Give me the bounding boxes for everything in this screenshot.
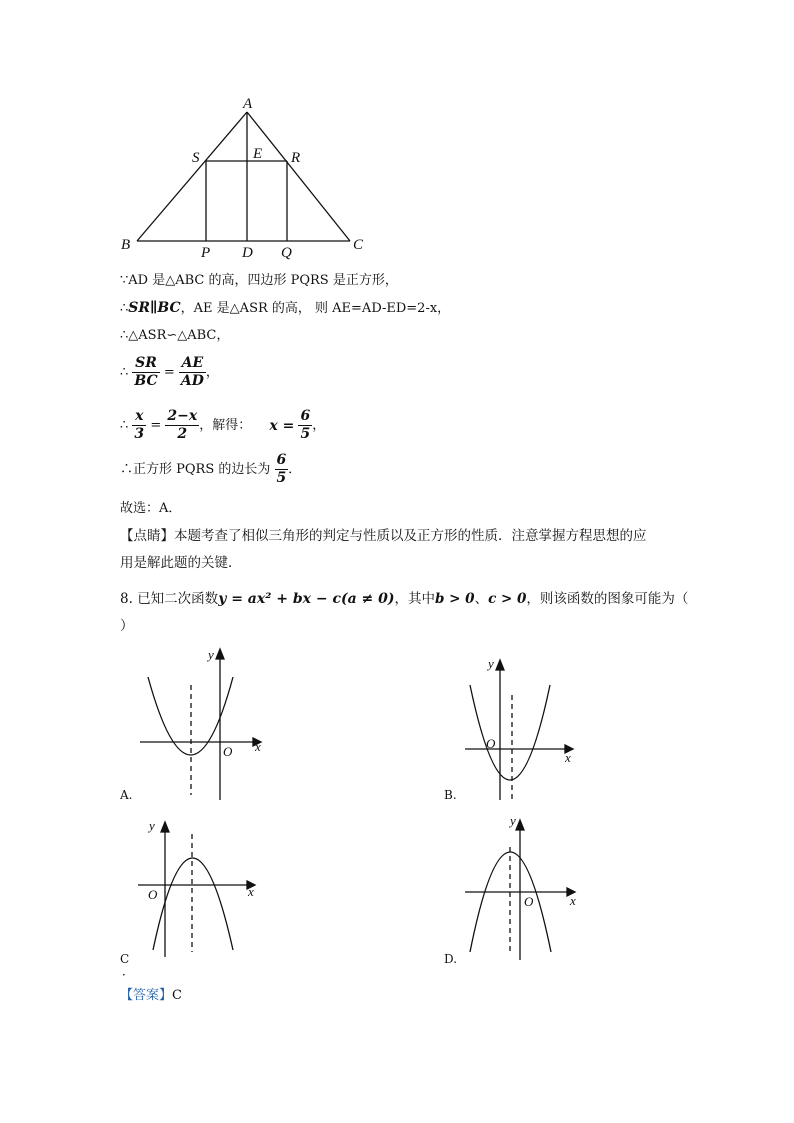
x-label: x [248, 884, 254, 899]
fraction-2-x-2 [165, 408, 199, 443]
answer-tag: 【答案】 [120, 988, 173, 1003]
numerator: x [135, 408, 144, 424]
solution-line-7: 故选：A． [120, 501, 182, 516]
solution-line-8 [120, 527, 647, 545]
y-axis-arrow [516, 820, 524, 830]
option-a-label: A. [120, 788, 133, 802]
y-label: y [149, 818, 155, 833]
label-e: E [253, 146, 263, 162]
solution-line-6 [120, 452, 301, 487]
graph-option-b [455, 650, 590, 805]
fraction-6-5 [298, 408, 312, 443]
comma: ， [312, 417, 326, 433]
equals-sign: = [163, 364, 175, 380]
y-axis-arrow [216, 649, 224, 659]
origin-label: O [486, 736, 496, 751]
question-8 [120, 590, 688, 608]
fraction-sr-bc [132, 355, 159, 390]
origin-label: O [223, 744, 233, 759]
solve-text: ，解得： [199, 417, 252, 433]
question-mid: ，其中 [394, 591, 436, 607]
graph-option-a [135, 645, 270, 805]
origin-label: O [148, 887, 158, 902]
question-8-close: ） [120, 618, 134, 634]
option-b-label: B. [444, 788, 457, 802]
parallel-statement: SR∥BC [128, 300, 181, 316]
x-label: x [570, 893, 576, 908]
fraction-x-3 [132, 408, 146, 443]
equals-sign: = [150, 417, 162, 433]
label-c: C [353, 237, 364, 253]
question-post: ，则该函数的图象可能为（ [526, 591, 689, 607]
numerator: SR [135, 355, 157, 371]
comment-tag: 【点睛】 [120, 528, 174, 544]
solution-line-5 [120, 408, 325, 443]
answer-line [120, 987, 182, 1005]
x-label: x [255, 739, 261, 754]
fraction-ae-ad [179, 355, 206, 390]
triangle-figure [110, 90, 380, 260]
side-ac [247, 112, 350, 241]
separator: 、 [474, 591, 489, 607]
denominator: 2 [165, 425, 199, 443]
therefore-symbol: ∴ [120, 364, 129, 380]
side-ab [137, 112, 247, 241]
denominator: BC [134, 373, 158, 389]
numerator: AE [181, 355, 204, 371]
numerator: 6 [300, 408, 311, 424]
y-label: y [208, 647, 214, 662]
x-label: x [565, 750, 571, 765]
option-c-label: C [120, 952, 130, 966]
comment-text: 本题考查了相似三角形的判定与性质以及正方形的性质．注意掌握方程思想的应 [174, 528, 647, 544]
fraction-6-5-answer [275, 452, 289, 487]
x-equals: x = [269, 417, 295, 434]
comma: ， [205, 364, 219, 380]
condition-b: b > 0 [435, 591, 475, 607]
solution-line-9: 用是解此题的关键． [120, 555, 242, 571]
graph-option-d [455, 812, 590, 967]
label-d: D [242, 245, 253, 260]
solution-line-1: ∵AD 是△ABC 的高，四边形 PQRS 是正方形， [120, 273, 398, 288]
denominator: 3 [134, 426, 145, 442]
period: ． [288, 461, 302, 477]
label-s: S [192, 150, 200, 166]
y-label: y [510, 813, 516, 828]
condition-c: c > 0 [488, 591, 527, 607]
side-length-text: ∴正方形 PQRS 的边长为 [120, 461, 271, 477]
question-pre: 已知二次函数 [137, 591, 219, 607]
label-b: B [121, 237, 131, 253]
answer-value: C [172, 988, 182, 1003]
denominator: 5 [276, 470, 287, 486]
graph-option-c [135, 812, 270, 967]
y-label: y [488, 656, 494, 671]
denominator: AD [180, 373, 204, 389]
denominator: 5 [300, 426, 311, 442]
question-number: 8. [120, 591, 133, 607]
y-axis-arrow [161, 822, 169, 832]
parabola [470, 685, 550, 780]
solution-line-4 [120, 355, 219, 390]
therefore-symbol: ∴ [120, 417, 129, 433]
y-axis-arrow [496, 660, 504, 670]
option-c-mark: ． [122, 964, 135, 978]
label-r: R [291, 150, 301, 166]
option-d-label: D. [444, 952, 458, 966]
origin-label: O [524, 894, 534, 909]
numerator: 6 [276, 452, 287, 468]
label-a: A [243, 96, 253, 112]
label-p: P [201, 245, 211, 260]
solution-line-3: ∴△ASR∽△ABC， [120, 328, 230, 343]
label-q: Q [281, 245, 292, 260]
quadratic-formula: y = ax² + bx − c(a ≠ 0) [218, 591, 395, 607]
numerator: 2−x [167, 408, 198, 424]
therefore-symbol: ∴ [120, 301, 129, 316]
line-2-text: ，AE 是△ASR 的高， 则 AE=AD-ED=2-x， [180, 301, 451, 316]
solution-line-2 [120, 299, 450, 318]
